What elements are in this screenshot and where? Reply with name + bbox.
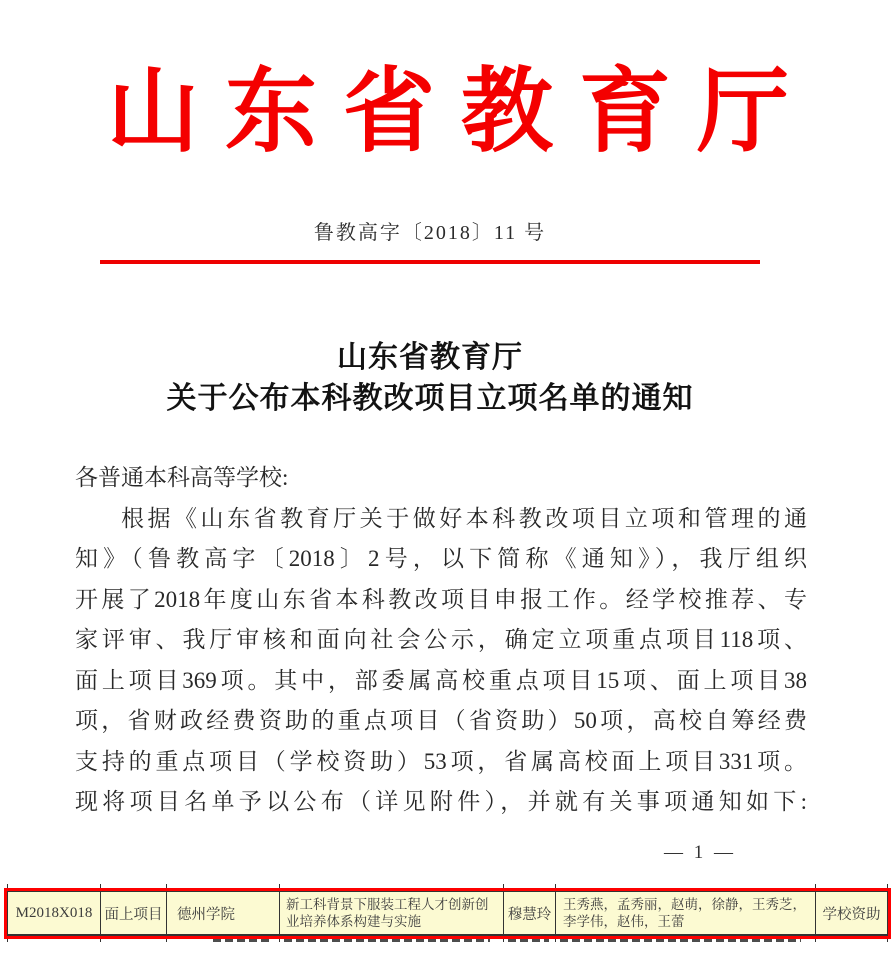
notice-title-line1: 山东省教育厅 bbox=[337, 341, 523, 374]
notice-title-line2: 关于公布本科教改项目立项名单的通知 bbox=[166, 382, 694, 415]
cut-text-smudge bbox=[284, 937, 490, 942]
highlighted-table-row bbox=[7, 891, 888, 936]
body-line: 根据《山东省教育厅关于做好本科教改项目立项和管理的通 bbox=[121, 505, 807, 531]
cut-text-smudge bbox=[560, 937, 801, 942]
cell-school: 德州学院 bbox=[167, 892, 280, 934]
body-line: 开展了2018年度山东省本科教改项目申报工作。经学校推荐、专 bbox=[75, 586, 807, 612]
salutation: 各普通本科高等学校: bbox=[75, 465, 289, 490]
cell-members: 王秀燕，孟秀丽，赵萌，徐静，王秀芝，李学伟，赵伟，王蕾 bbox=[556, 892, 816, 934]
body-line: 面上项目369项。其中，部委属高校重点项目15项、面上项目38 bbox=[75, 667, 807, 693]
notice-title bbox=[100, 337, 760, 419]
body-line: 支持的重点项目（学校资助）53项，省属高校面上项目331项。 bbox=[75, 748, 807, 774]
body-line: 家评审、我厅审核和面向社会公示，确定立项重点项目118项、 bbox=[75, 627, 807, 652]
table-row-below-sliver bbox=[7, 936, 888, 942]
notice-body bbox=[75, 458, 807, 823]
cell-leader: 穆慧玲 bbox=[504, 892, 556, 934]
table-row-above-sliver bbox=[7, 884, 888, 891]
cell-funding-type: 学校资助 bbox=[816, 892, 888, 934]
cell-project-id: M2018X018 bbox=[7, 892, 101, 934]
cell-project-title: 新工科背景下服装工程人才创新创业培养体系构建与实施 bbox=[280, 892, 504, 934]
cell-project-type: 面上项目 bbox=[101, 892, 167, 934]
doc-number: 鲁教高字〔2018〕11 号 bbox=[313, 222, 547, 244]
attachment-table-fragment bbox=[7, 884, 888, 942]
page-number: — 1 — bbox=[664, 842, 736, 863]
body-line: 知》（鲁教高字〔2018〕2号，以下简称《通知》），我厅组织 bbox=[75, 546, 807, 571]
letterhead-org-name: 山东省教育厅 bbox=[106, 61, 815, 163]
cut-text-smudge bbox=[213, 937, 270, 942]
cut-text-smudge bbox=[508, 937, 549, 942]
body-line: 项，省财政经费资助的重点项目（省资助）50项，高校自筹经费 bbox=[75, 708, 807, 733]
body-line: 现将项目名单予以公布（详见附件），并就有关事项通知如下: bbox=[75, 789, 807, 814]
letterhead-divider bbox=[100, 260, 760, 264]
